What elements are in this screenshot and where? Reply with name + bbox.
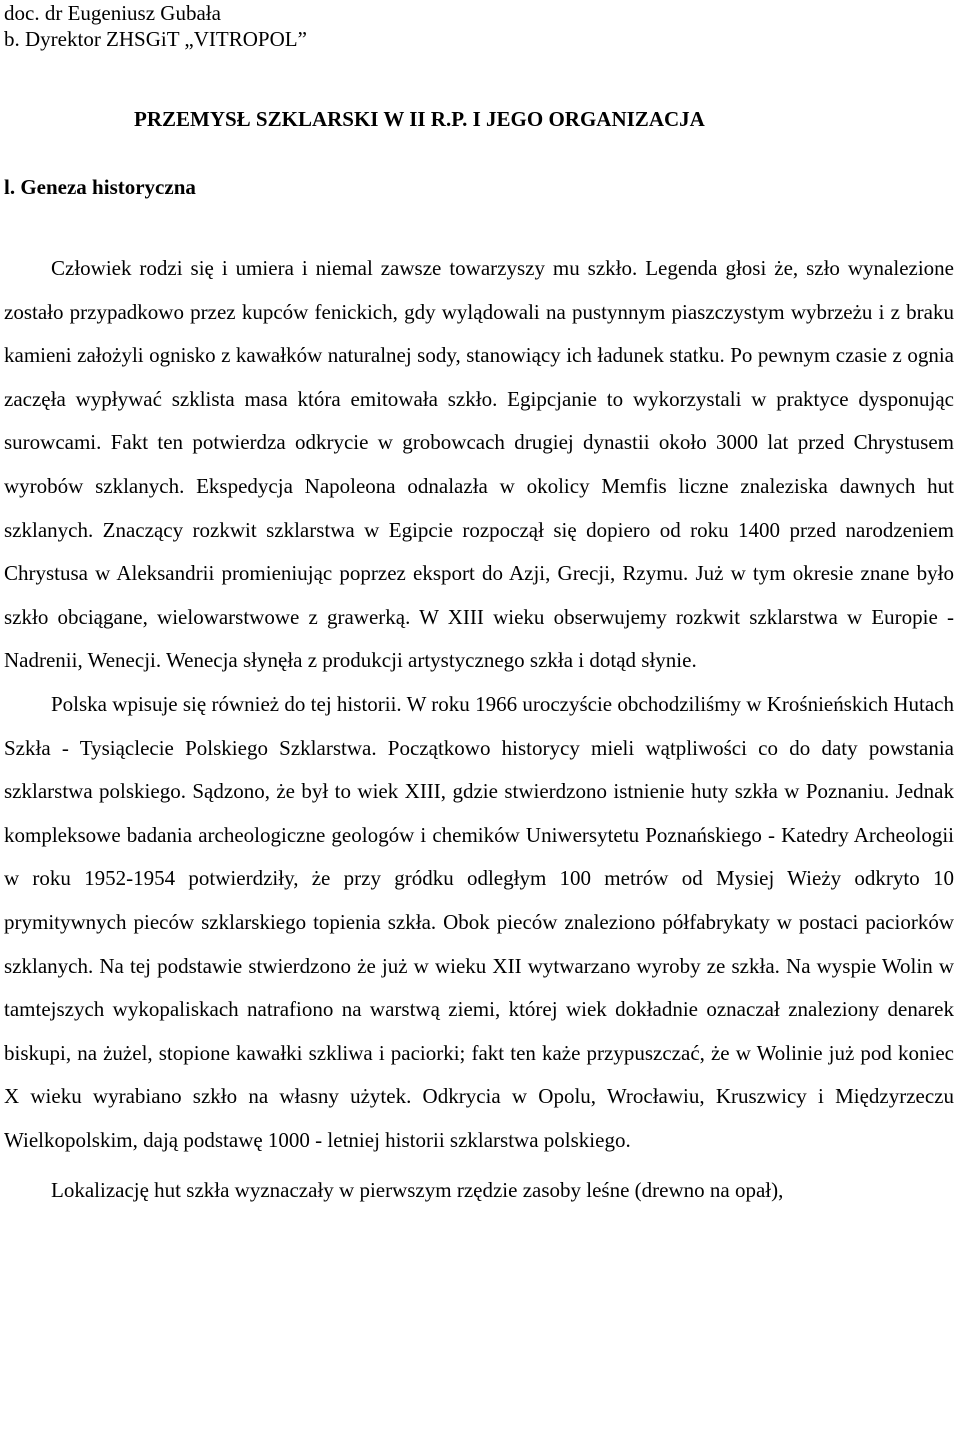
section-heading: l. Geneza historyczna [4, 175, 196, 199]
paragraph-1: Człowiek rodzi się i umiera i niemal zawsze towarzyszy mu szkło. Legenda głosi że, szło wynalezione zostało przypadkowo przez kupców fenickich, gdy wylądowali na pustynnym piaszczystym wybrzeżu i z braku kamieni założyli ognisko z kawałków naturalnej sody, stanowiący ich ładunek statku. Po pewnym czasie z ognia zaczęła wypływać szklista masa która emitowała szkło. Egipcjanie to wykorzystali w praktyce dysponując surowcami. Fakt ten potwierdza odkrycie w grobowcach drugiej dynastii około 3000 lat przed Chrystusem wyrobów szklanych. Ekspedycja Napoleona odnalazła w okolicy Memfis liczne znaleziska dawnych hut szklanych. Znaczący rozkwit szklarstwa w Egipcie rozpoczął się dopiero od roku 1400 przed narodzeniem Chrystusa w Aleksandrii promieniując poprzez eksport do Azji, Grecji, Rzymu. Już w tym okresie znane było szkło obciągane, wielowarstwowe z grawerką. W XIII wieku obserwujemy rozkwit szklarstwa w Europie - Nadrenii, Wenecji. Wenecja słynęła z produkcji artystycznego szkła i dotąd słynie. [4, 256, 954, 673]
author-position: b. Dyrektor ZHSGiT „VITROPOL” [4, 27, 307, 51]
paragraph-3: Lokalizację hut szkła wyznaczały w pierwszym rzędzie zasoby leśne (drewno na opał), [51, 1178, 784, 1203]
author-block [4, 0, 954, 52]
document-title: PRZEMYSŁ SZKLARSKI W II R.P. I JEGO ORGANIZACJA [134, 107, 705, 131]
paragraph-2: Polska wpisuje się również do tej historii. W roku 1966 uroczyście obchodziliśmy w Krośnieńskich Hutach Szkła - Tysiąclecie Polskiego Szklarstwa. Początkowo historycy mieli wątpliwości co do daty powstania szklarstwa polskiego. Sądzono, że był to wiek XIII, gdzie stwierdzono istnienie huty szkła w Poznaniu. Jednak kompleksowe badania archeologiczne geologów i chemików Uniwersytetu Poznańskiego - Katedry Archeologii w roku 1952-1954 potwierdziły, że przy gródku odległym 100 metrów od Mysiej Wieży odkryto 10 prymitywnych pieców szklarskiego topienia szkła. Obok pieców znaleziono półfabrykaty w postaci paciorków szklanych. Na tej podstawie stwierdzono że już w wieku XII wytwarzano wyroby ze szkła. Na wyspie Wolin w tamtejszych wykopaliskach natrafiono na warstwą ziemi, której wiek dokładnie oznaczał znaleziony denarek biskupi, na żużel, stopione kawałki szkliwa i paciorki; fakt ten każe przypuszczać, że w Wolinie już pod koniec X wieku wyrabiano szkło na własny użytek. Odkrycia w Opolu, Wrocławiu, Kruszwicy i Międzyrzeczu Wielkopolskim, dają podstawę 1000 - letniej historii szklarstwa polskiego. [4, 691, 954, 1152]
author-name: doc. dr Eugeniusz Gubała [4, 1, 221, 25]
